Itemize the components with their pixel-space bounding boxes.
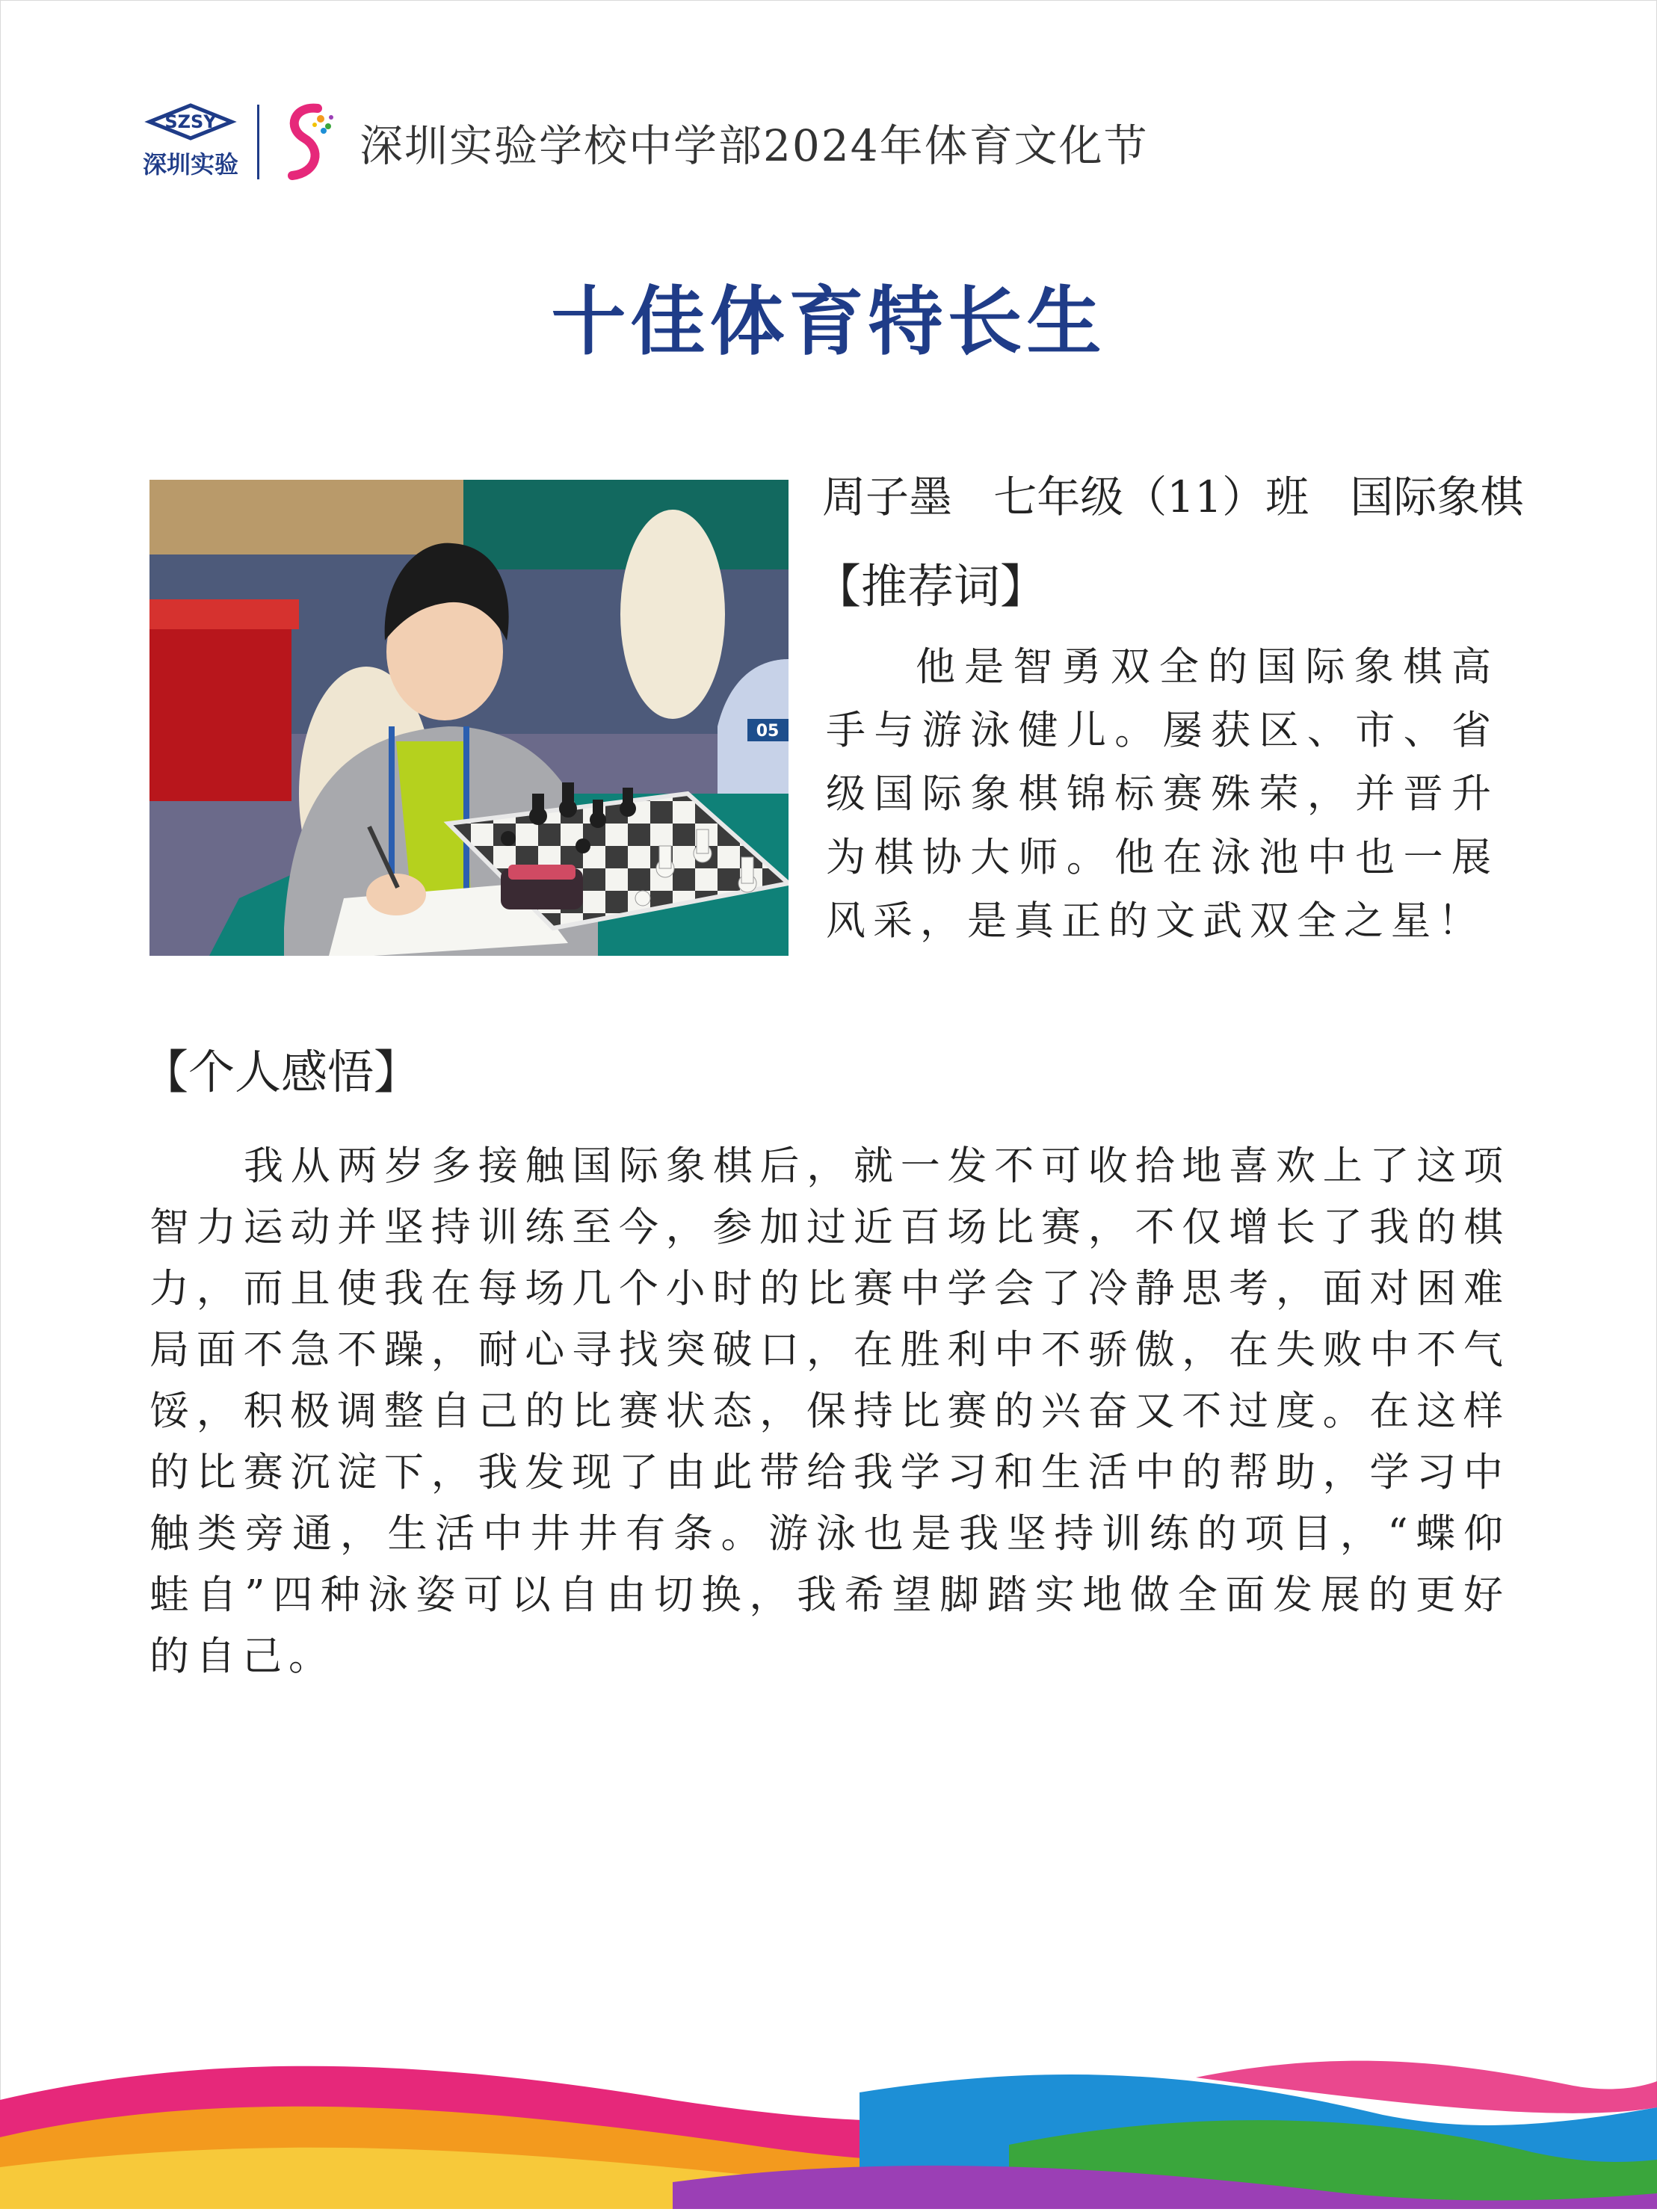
recommendation-heading: 【推荐词】 [815,559,1047,614]
reflection-text: 我从两岁多接触国际象棋后，就一发不可收拾地喜欢上了这项智力运动并坚持训练至今，参加过近百场比赛，不仅增长了我的棋力，而且使我在每场几个小时的比赛中学会了冷静思考，面对困难局面不急不躁，耐心寻找突破口，在胜利中不骄傲，在失败中不气馁，积极调整自己的比赛状态，保持比赛的兴奋又不过度。在这样的比赛沉淀下，我发现了由此带给我学习和生活中的帮助，学习中触类旁通，生活中井井有条。游泳也是我坚持训练的项目，“蝶仰蛙自”四种泳姿可以自由切换，我希望脚踏实地做全面发展的更好的自己。 [149,1143,1510,1679]
student-info: 周子墨 七年级（11）班 国际象棋 [822,472,1524,522]
school-logo-caption: 深圳实验 [142,150,239,179]
header-title: 深圳实验学校中学部2024年体育文化节 [360,120,1149,171]
school-logo-text: SZSY [164,111,217,132]
recommendation-text: 他是智勇双全的国际象棋高手与游泳健儿。屡获区、市、省级国际象棋锦标赛殊荣，并晋升为棋协大师。他在泳池中也一展风采，是真正的文武双全之星！ [826,644,1499,944]
header [142,97,1149,187]
header-divider [257,105,259,179]
school-logo [142,101,239,183]
festival-logo-icon [279,101,339,183]
decorative-waves [0,2018,1657,2209]
photo-table-tag: 05 [756,722,780,741]
student-photo [149,480,789,956]
reflection-heading: 【个人感悟】 [142,1045,421,1099]
page-title: 十佳体育特长生 [551,278,1106,365]
